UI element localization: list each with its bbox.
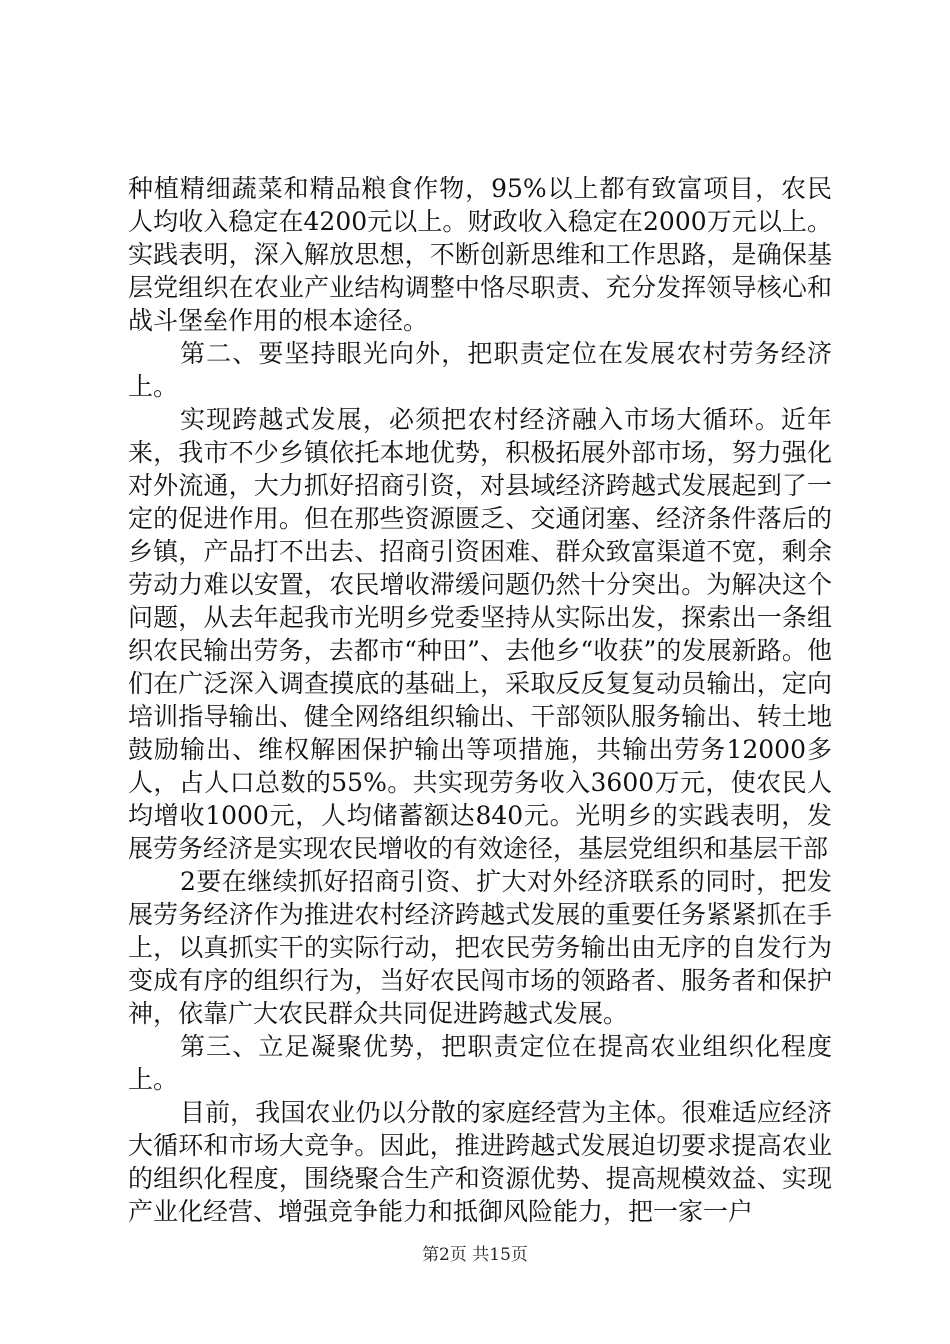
paragraph-4: 2要在继续抓好招商引资、扩大对外经济联系的同时，把发展劳务经济作为推进农村经济跨越式发展的重要任务紧紧抓在手上，以真抓实干的实际行动，把农民劳务输出由无序的自发行为变成有序的组织行为，当好农民闯市场的领路者、服务者和保护神，依靠广大农民群众共同促进跨越式发展。 bbox=[128, 867, 832, 1028]
page-number-footer: 第2页 共15页 bbox=[422, 1245, 528, 1265]
paragraph-5-heading: 第三、立足凝聚优势，把职责定位在提高农业组织化程度上。 bbox=[128, 1032, 832, 1094]
body-text bbox=[128, 172, 832, 1228]
paragraph-1: 种植精细蔬菜和精品粮食作物，95%以上都有致富项目，农民人均收入稳定在4200元以上。财政收入稳定在2000万元以上。实践表明，深入解放思想，不断创新思维和工作思路，是确保基层党组织在农业产业结构调整中恪尽职责、充分发挥领导核心和战斗堡垒作用的根本途径。 bbox=[128, 174, 832, 335]
paragraph-6: 目前，我国农业仍以分散的家庭经营为主体。很难适应经济大循环和市场大竞争。因此，推进跨越式发展迫切要求提高农业的组织化程度，围绕聚合生产和资源优势、提高规模效益、实现产业化经营、增强竞争能力和抵御风险能力，把一家一户 bbox=[128, 1098, 832, 1226]
paragraph-3: 实现跨越式发展，必须把农村经济融入市场大循环。近年来，我市不少乡镇依托本地优势，积极拓展外部市场，努力强化对外流通，大力抓好招商引资，对县域经济跨越式发展起到了一定的促进作用。但在那些资源匮乏、交通闭塞、经济条件落后的乡镇，产品打不出去、招商引资困难、群众致富渠道不宽，剩余劳动力难以安置，农民增收滞缓问题仍然十分突出。为解决这个问题，从去年起我市光明乡党委坚持从实际出发，探索出一条组织农民输出劳务，去都市“种田”、去他乡“收获”的发展新路。他们在广泛深入调查摸底的基础上，采取反反复复动员输出，定向培训指导输出、健全网络组织输出、干部领队服务输出、转土地鼓励输出、维权解困保护输出等项措施，共输出劳务12000多人，占人口总数的55%。共实现劳务收入3600万元，使农民人均增收1000元，人均储蓄额达840元。光明乡的实践表明，发展劳务经济是实现农民增收的有效途径，基层党组织和基层干部 bbox=[128, 405, 832, 863]
paragraph-2-heading: 第二、要坚持眼光向外，把职责定位在发展农村劳务经济上。 bbox=[128, 339, 832, 401]
